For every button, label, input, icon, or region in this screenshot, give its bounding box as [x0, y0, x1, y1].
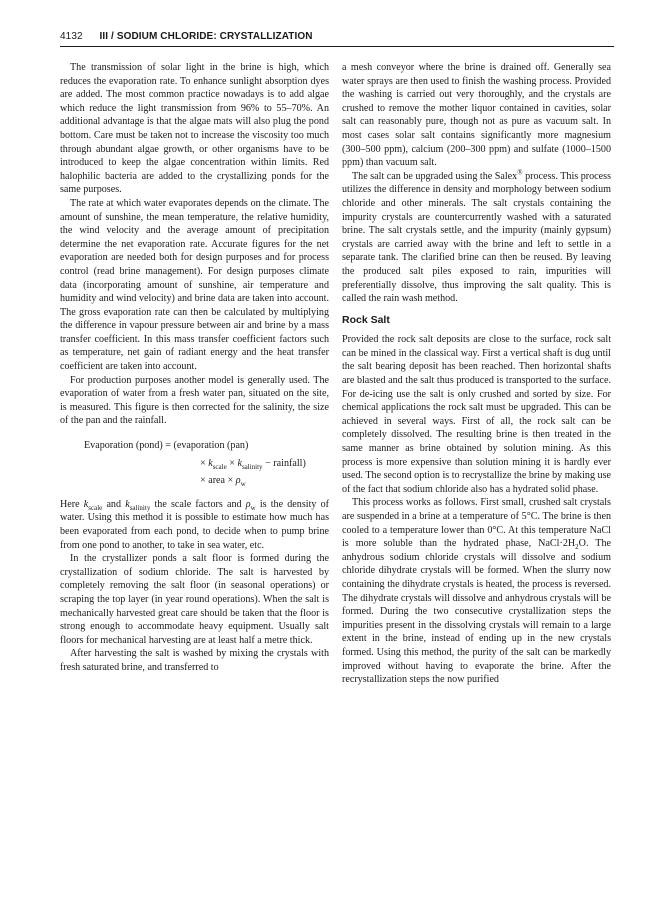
paragraph-equation-explanation: Here $k_{scale}$ and $k_{salinity}$ the scale factors and $\rho_w$ is the density of water. Using this method it is possible to estimate how much has been evaporated from each pond, to decide when to pump brine from one pond to another, to take in sea water, etc.: [60, 498, 329, 551]
equation-line-2: × $k_{scale} \times k_{salinity}$ − rainfall): [200, 457, 306, 471]
equation-line-3: × area × $\rho_w$: [200, 475, 246, 489]
left-column: [60, 61, 329, 675]
header-rule: [60, 46, 614, 47]
paragraph-salex-process: The salt can be upgraded using the Salex® process. This process utilizes the difference in density and morphology between sodium chloride and other minerals. The salt crystals containing the impurity crystals are countercurrently washed with a saturated brine. The salt crystals settle, and the impurity (mainly gypsum) crystals are carried away with the brine and left to settle in a separate tank. The clarified brine can then be reused. By leaving the produced salt piles exposed to rain, impurities will preferentially dissolve, thus improving the salt quality. This is called the rain wash method.: [342, 168, 611, 305]
paragraph-rock-salt-mining: Provided the rock salt deposits are close to the surface, rock salt can be mined in the classical way. First a vertical shaft is dug until the salt bearing deposit has been reached. Then horizontal shafts are blasted and the salt thus produced is transported to the surface. For de-icing use the salt is only crushed and sorted by size. For chemical applications the rock salt must be upgraded. This can be achieved in several ways. First of all, the rock salt can be completely dissolved. The resulting brine is then treated in the same manner as brine obtained by solution mining. As this process is more expensive than solution mining it is hardly ever used. The second option is to recrystallize the brine by making use of the fact that sodium chloride also has a hydrated solid phase.: [342, 334, 611, 495]
paragraph-mesh-conveyor: a mesh conveyor where the brine is drained off. Generally sea water sprays are then used to finish the washing process. Provided the washing is carried out very thoroughly, and the crystals are crushed to remove the mother liquor contained in cavities, solar salt can reasonably pure, though not as pure as vacuum salt. In most cases solar salt contains significantly more magnesium (300–500 ppm), calcium (200–300 ppm) and sulfate (1000–1500 ppm) than vacuum salt.: [342, 62, 611, 169]
paragraph-production-model: For production purposes another model is generally used. The evaporation of water from a fresh water pan, situated on the site, is measured. This figure is then corrected for the salinity, the size of the pan and the rainfall.: [60, 374, 329, 427]
right-column: [342, 61, 611, 687]
paragraph-solar-light: The transmission of solar light in the brine is high, which reduces the evaporation rate. To enhance sunlight absorption dyes are added. The most common practice nowadays is to add algae which reduce the light transmission from 96% to 55–70%. An additional advantage is that the algae mats will also plug the pond bottom. Care must be taken not to increase the viscosity too much through abundant algae growth, or other organisms have to be introduced to keep the algae concentration within limits. Red halophilic bacteria are added to the crystallizing ponds for the same purposes.: [60, 62, 329, 196]
paragraph-recrystallization: This process works as follows. First small, crushed salt crystals are suspended in a brine at a temperature of 5°C. The brine is then cooled to a temperature lower than 0°C. At this temperature NaCl is more soluble than the hydrated phase, $NaCl\cdot 2H_2O$. The anhydrous sodium chloride crystals will dissolve and sodium chloride dihydrate crystals will be formed. When the slurry now containing the dihydrate crystals is heated, the process is reversed. The dihydrate crystals will dissolve and anhydrous crystals will be formed. During the two consecutive crystallization steps the impurities present in the dissolving crystals will remain to a large extent in the brine, instead of ending up in the new crystals formed. Using this method, the purity of the salt can be markedly improved without having to evaporate the brine. After the recrystallization steps the now purified: [342, 497, 611, 686]
running-header: [60, 31, 614, 42]
evaporation-equation: [60, 439, 329, 488]
page-number: 4132: [60, 31, 83, 42]
paragraph-harvest-washing: After harvesting the salt is washed by mixing the crystals with fresh saturated brine, and transferred to: [60, 648, 329, 673]
equation-line-1: Evaporation (pond) = (evaporation (pan): [84, 440, 249, 452]
paragraph-evaporation-rate: The rate at which water evaporates depends on the climate. The amount of sunshine, the mean temperature, the relative humidity, the wind velocity and the average amount of precipitation determine the net evaporation rate. Accurate figures for the net evaporation are needed both for design purposes and for process control (read brine management). For design purposes climate data (incorporating amount of sunshine, air temperature and humidity and wind velocity) and brine data are taken into account. The gross evaporation rate can then be calculated by multiplying the difference in vapour pressure between air and brine by a mass transfer coefficient. In this mass transfer coefficient factors such as temperature, net gain of radiant energy and the heat transfer coefficient are taken into account.: [60, 197, 329, 373]
section-heading-rock-salt: Rock Salt: [342, 313, 390, 326]
paragraph-salt-floor: In the crystallizer ponds a salt floor is formed during the crystallization of sodium chloride. The salt is harvested by completely removing the salt floor (in seasonal operations) or scraping the top layer (in year round operations). When the salt is mechanically harvested great care should be taken that the floor is strong enough to accommodate heavy equipment. Usually salt floors for mechanical harvesting are at least half a metre thick.: [60, 553, 329, 646]
running-title: III / SODIUM CHLORIDE: CRYSTALLIZATION: [99, 31, 313, 42]
